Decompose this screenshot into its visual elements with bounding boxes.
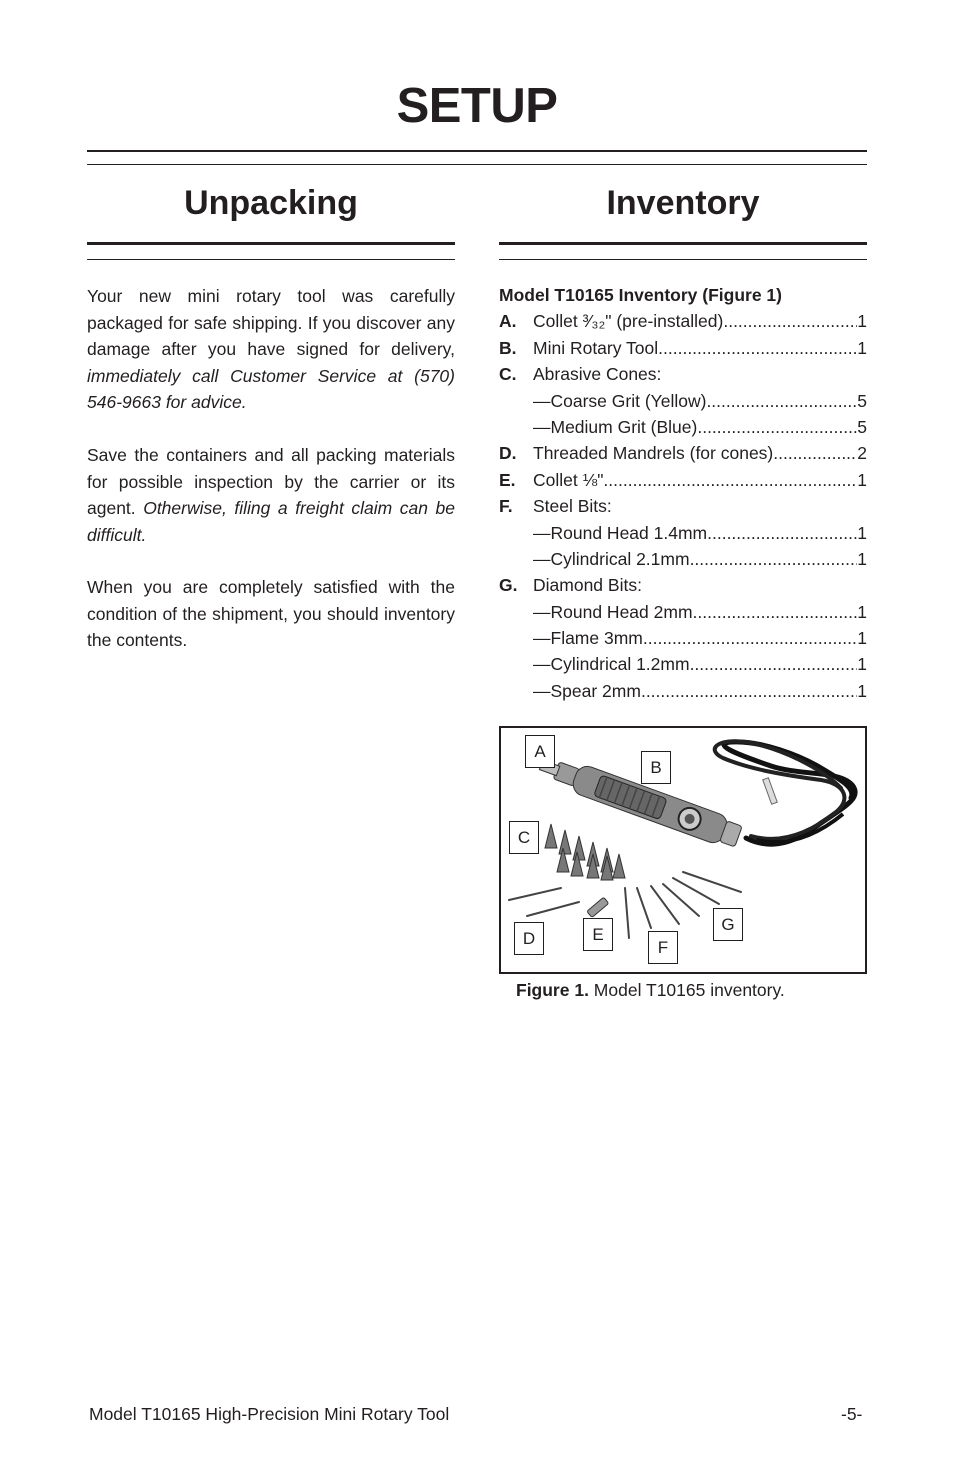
unpacking-paragraph-1 — [87, 283, 455, 416]
inventory-item-qty: 1 — [857, 548, 867, 569]
inventory-item-leader — [697, 414, 857, 440]
inventory-item — [499, 625, 867, 651]
inventory-item — [499, 308, 867, 334]
inventory-item-letter: F. — [499, 496, 513, 517]
figure-label-d: D — [514, 922, 544, 955]
unpacking-paragraph-3 — [87, 574, 455, 654]
inventory-item-qty: 1 — [857, 680, 867, 701]
inventory-item-text: Abrasive Cones: — [533, 364, 662, 385]
inventory-item-qty: 1 — [857, 601, 867, 622]
inventory-item-qty: 1 — [857, 522, 867, 543]
inventory-item — [499, 599, 867, 625]
inventory-item-qty: 5 — [857, 390, 867, 411]
inventory-item-leader — [690, 651, 858, 677]
inventory-item-leader — [643, 625, 857, 651]
inventory-figure — [499, 726, 867, 974]
inventory-item — [499, 361, 867, 387]
inventory-item-qty: 1 — [857, 311, 867, 332]
unpacking-p2-text: Save the containers and all packing materials for possible inspection by the carrier or its agent. — [87, 445, 455, 518]
inventory-item — [499, 520, 867, 546]
inventory-item-leader — [723, 308, 857, 334]
inventory-rows — [499, 308, 867, 704]
inventory-item-leader — [658, 335, 857, 361]
inventory-item-letter: E. — [499, 469, 516, 490]
inventory-item — [499, 678, 867, 704]
inventory-item-letter: A. — [499, 311, 517, 332]
inventory-item — [499, 467, 867, 493]
inventory-heading: Inventory — [606, 184, 760, 222]
inventory-item-qty: 2 — [857, 443, 867, 464]
unpacking-heading: Unpacking — [184, 184, 358, 222]
unpacking-p1-italic: immediately call Customer Service at (570) 546-9663 for advice. — [87, 365, 455, 412]
inventory-item-letter: G. — [499, 575, 518, 596]
inventory-item-qty: 1 — [857, 337, 867, 358]
inventory-item — [499, 546, 867, 572]
unpacking-p3-text: When you are completely satisfied with the condition of the shipment, you should inventory the contents. — [87, 577, 455, 650]
title-rule-top — [87, 150, 867, 152]
inventory-item-leader — [603, 467, 857, 493]
footer-page-number: -5- — [841, 1404, 863, 1424]
inventory-item-text: —Cylindrical 1.2mm — [533, 654, 690, 675]
figure-label-b: B — [641, 751, 671, 784]
inventory-item-qty: 1 — [857, 628, 867, 649]
inventory-item-text: —Flame 3mm — [533, 628, 643, 649]
inventory-item-text: —Coarse Grit (Yellow) — [533, 390, 707, 411]
unpacking-p2-italic: Otherwise, filing a freight claim can be difficult. — [87, 498, 455, 545]
figure-label-c: C — [509, 821, 539, 854]
inventory-item-leader — [641, 678, 857, 704]
inventory-item — [499, 651, 867, 677]
inventory-item-text: Collet ⅛" — [533, 469, 604, 490]
inventory-rule-top — [499, 242, 867, 245]
figure-caption-label: Figure 1. — [516, 980, 589, 1000]
figure-label-g: G — [713, 908, 743, 941]
inventory-item-text: Diamond Bits: — [533, 575, 642, 596]
inventory-item-leader — [707, 520, 857, 546]
inventory-item-qty: 1 — [857, 469, 867, 490]
unpacking-p1-text: Your new mini rotary tool was carefully packaged for safe shipping. If you discover any damage after you have signed for delivery, — [87, 286, 455, 359]
inventory-item-letter: C. — [499, 364, 517, 385]
inventory-item-leader — [690, 546, 858, 572]
unpacking-paragraph-2 — [87, 442, 455, 548]
inventory-item-letter: B. — [499, 337, 517, 358]
unpacking-rule-top — [87, 242, 455, 245]
inventory-item-text: —Medium Grit (Blue) — [533, 416, 698, 437]
inventory-item-qty: 5 — [857, 416, 867, 437]
title-rule-bottom — [87, 164, 867, 165]
inventory-list — [499, 282, 867, 704]
inventory-list-title: Model T10165 Inventory (Figure 1) — [499, 285, 782, 305]
inventory-item-qty: 1 — [857, 654, 867, 675]
inventory-item-text: Threaded Mandrels (for cones) — [533, 443, 774, 464]
inventory-item — [499, 493, 867, 519]
inventory-item-leader — [773, 440, 857, 466]
inventory-rule-bottom — [499, 259, 867, 260]
figure-label-a: A — [525, 735, 555, 768]
inventory-item-text: Steel Bits: — [533, 496, 612, 517]
inventory-item-letter: D. — [499, 443, 517, 464]
inventory-item-text: —Round Head 1.4mm — [533, 522, 708, 543]
page-title: SETUP — [396, 79, 558, 133]
figure-caption — [516, 980, 785, 1001]
footer-title: Model T10165 High-Precision Mini Rotary Tool — [89, 1404, 450, 1424]
inventory-item-text: Mini Rotary Tool — [533, 337, 659, 358]
inventory-item — [499, 440, 867, 466]
inventory-item-text: —Spear 2mm — [533, 680, 641, 701]
inventory-item — [499, 388, 867, 414]
figure-label-f: F — [648, 931, 678, 964]
inventory-item-text: Collet ³⁄₃₂" (pre-installed) — [533, 311, 724, 332]
inventory-item — [499, 572, 867, 598]
inventory-item-text: —Round Head 2mm — [533, 601, 693, 622]
inventory-item — [499, 414, 867, 440]
figure-label-e: E — [583, 918, 613, 951]
inventory-item-leader — [693, 599, 858, 625]
inventory-item — [499, 335, 867, 361]
figure-caption-text: Model T10165 inventory. — [588, 980, 785, 1000]
inventory-item-text: —Cylindrical 2.1mm — [533, 548, 690, 569]
inventory-photo — [501, 728, 865, 972]
unpacking-rule-bottom — [87, 259, 455, 260]
inventory-item-leader — [706, 388, 857, 414]
